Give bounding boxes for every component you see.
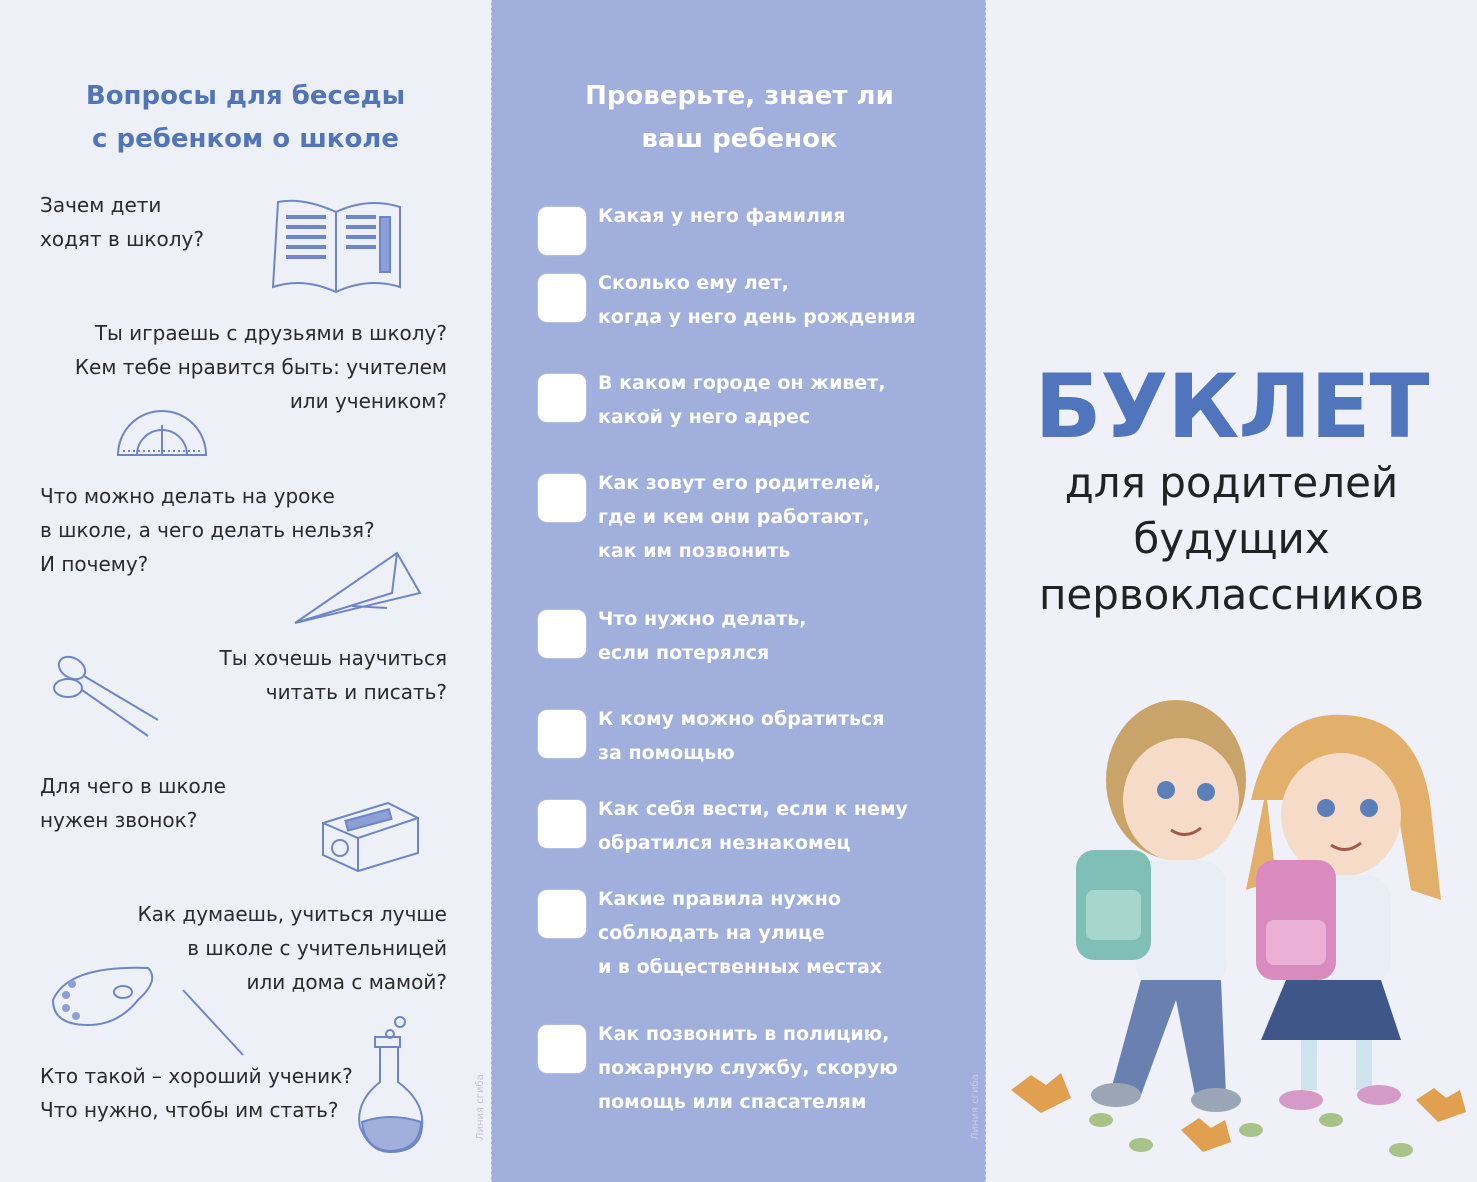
checkbox[interactable]: [538, 800, 586, 848]
checklist-item-label: К кому можно обратиться за помощью: [598, 708, 885, 764]
heading-line: ваш ребенок: [641, 124, 838, 154]
checklist-item-label: Какая у него фамилия: [598, 205, 846, 227]
children-illustration: [1001, 690, 1471, 1170]
book-icon: [268, 192, 408, 307]
checkbox[interactable]: [538, 274, 586, 322]
middle-heading: [492, 75, 987, 161]
booklet-title: БУКЛЕТ: [1034, 355, 1429, 458]
question: Ты играешь с друзьями в школу? Кем тебе нравится быть: учителем или учеником?: [74, 321, 447, 413]
flask-icon: [350, 1012, 430, 1157]
question: Что можно делать на уроке в школе, а чего делать нельзя? И почему?: [40, 484, 375, 576]
heading-line: с ребенком о школе: [92, 124, 399, 154]
scissors-icon: [50, 648, 162, 740]
protractor-icon: [115, 395, 210, 460]
checkbox[interactable]: [538, 207, 586, 255]
checklist-item-label: Какие правила нужно соблюдать на улице и в общественных местах: [598, 888, 883, 978]
question: Как думаешь, учиться лучше в школе с учительницей или дома с мамой?: [137, 902, 447, 994]
question: Ты хочешь научиться читать и писать?: [219, 646, 447, 704]
paper-plane-icon: [292, 548, 422, 628]
checklist-item-label: Как позвонить в полицию, пожарную службу, скорую помощь или спасателям: [598, 1023, 898, 1113]
checkbox[interactable]: [538, 890, 586, 938]
booklet-subtitle: для родителей будущих первоклассников: [1038, 458, 1425, 619]
heading-line: Вопросы для беседы: [85, 81, 406, 111]
checkbox[interactable]: [538, 710, 586, 758]
left-heading: [0, 75, 491, 161]
question: Кто такой – хороший ученик? Что нужно, чтобы им стать?: [40, 1064, 353, 1122]
checklist-item-label: Что нужно делать, если потерялся: [598, 608, 807, 664]
checklist-item-label: В каком городе он живет, какой у него адрес: [598, 372, 886, 428]
cover-panel: [986, 0, 1477, 1182]
checkbox[interactable]: [538, 1025, 586, 1073]
heading-line: Проверьте, знает ли: [585, 81, 894, 111]
pencil-sharpener-icon: [318, 793, 423, 873]
checkbox[interactable]: [538, 610, 586, 658]
palette-brush-icon: [48, 960, 248, 1060]
question: Для чего в школе нужен звонок?: [40, 774, 226, 832]
checkbox[interactable]: [538, 474, 586, 522]
checklist-item-label: Как зовут его родителей, где и кем они работают, как им позвонить: [598, 472, 882, 562]
checklist-item-label: Как себя вести, если к нему обратился незнакомец: [598, 798, 908, 854]
question: Зачем дети ходят в школу?: [40, 193, 204, 251]
checkbox[interactable]: [538, 374, 586, 422]
checklist-item-label: Сколько ему лет, когда у него день рождения: [598, 272, 916, 328]
left-panel: [0, 0, 491, 1182]
fold-line-label: Линия сгиба: [970, 1074, 981, 1140]
fold-line-label: Линия сгиба: [475, 1074, 486, 1140]
checklist-panel: [491, 0, 986, 1182]
